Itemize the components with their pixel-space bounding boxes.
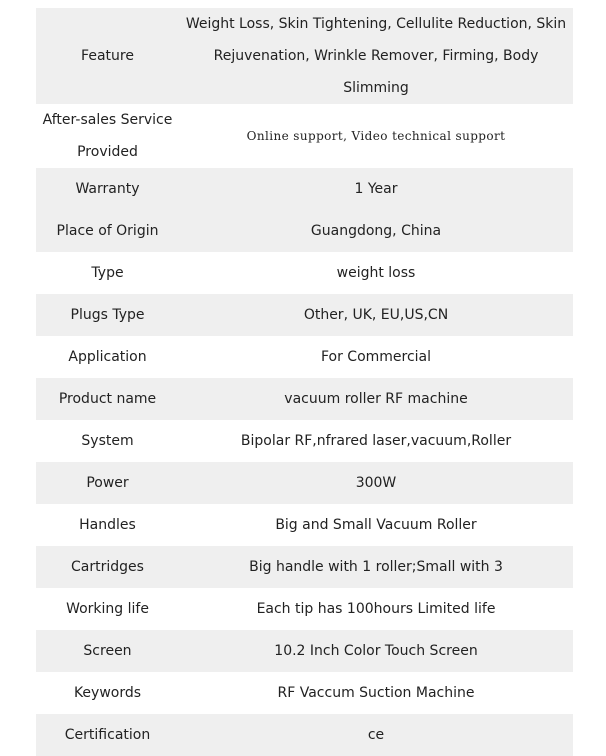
spec-label: Cartridges [71,559,144,575]
table-row [36,210,573,252]
spec-label: Keywords [73,685,142,701]
spec-value: 1 Year [354,181,398,197]
table-row [36,104,573,168]
spec-label: Place of Origin [56,223,159,239]
table-row [36,714,573,756]
spec-label: Handles [79,517,136,533]
spec-value: RF Vaccum Suction Machine [277,685,475,701]
spec-value: Weight Loss, Skin Tightening, Cellulite Reduction, Skin Rejuvenation, Wrinkle Remover, Firming, Body Slimming [185,16,567,96]
spec-value: Big handle with 1 roller;Small with 3 [249,559,503,575]
table-row [36,420,573,462]
spec-value: vacuum roller RF machine [284,391,468,407]
table-row [36,504,573,546]
spec-label: After-sales Service Provided [42,112,173,160]
spec-value: For Commercial [320,349,432,365]
table-row [36,168,573,210]
spec-label: Certification [64,727,151,743]
table-row [36,546,573,588]
spec-label: Plugs Type [70,307,145,323]
spec-label: Warranty [75,181,140,197]
spec-table [36,8,573,756]
table-row [36,8,573,104]
spec-value: 300W [355,475,397,491]
table-row [36,588,573,630]
spec-label: Screen [83,643,132,659]
spec-label: Feature [81,48,134,64]
table-row [36,630,573,672]
spec-value: 10.2 Inch Color Touch Screen [274,643,478,659]
spec-value: weight loss [336,265,416,281]
spec-value: Bipolar RF,nfrared laser,vacuum,Roller [240,433,512,449]
spec-value: Other, UK, EU,US,CN [303,307,449,323]
table-row [36,462,573,504]
spec-label: Application [68,349,147,365]
spec-label: Power [86,475,129,491]
spec-label: System [81,433,134,449]
table-row [36,336,573,378]
spec-value: Online support, Video technical support [246,129,506,143]
spec-value: ce [367,727,385,743]
spec-label: Type [91,265,124,281]
table-row [36,378,573,420]
spec-value: Big and Small Vacuum Roller [275,517,477,533]
spec-label: Working life [66,601,149,617]
table-row [36,294,573,336]
spec-value: Guangdong, China [310,223,442,239]
spec-label: Product name [58,391,157,407]
table-row [36,252,573,294]
table-row [36,672,573,714]
spec-value: Each tip has 100hours Limited life [256,601,496,617]
